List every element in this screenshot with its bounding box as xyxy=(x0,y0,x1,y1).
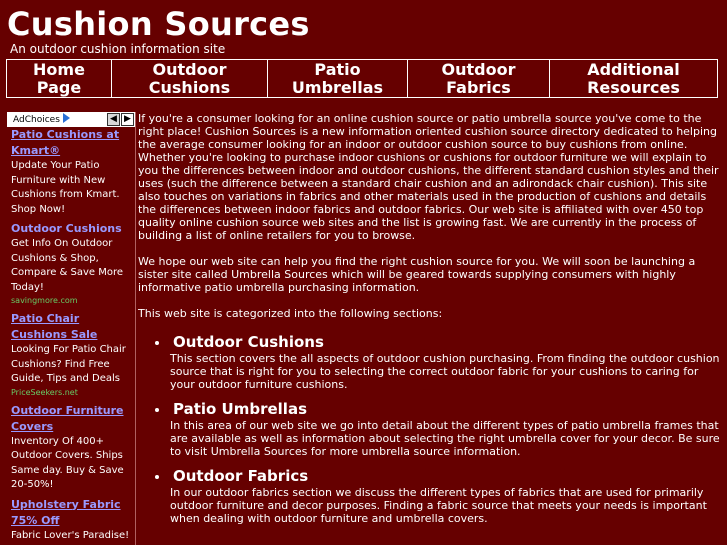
ad-title-link[interactable]: Upholstery Fabric 75% Off xyxy=(11,497,121,527)
nav-label[interactable]: Patio Umbrellas xyxy=(291,59,384,97)
ad-body[interactable]: Looking For Patio Chair Cushions? Find Free Guide, Tips and Deals xyxy=(11,344,126,384)
sister-site-paragraph: We hope our web site can help you find the right cushion source for you. We will soon be launching a sister site called Umbrella Sources which will be geared towards supplying consumers with highly informative patio umbrella purchasing information. xyxy=(138,255,696,294)
adchoices-bar xyxy=(7,112,135,127)
section-title: • Outdoor Cushions xyxy=(173,333,324,351)
nav-label[interactable]: Additional Resources xyxy=(587,59,680,97)
intro-paragraph: If you're a consumer looking for an online cushion source or patio umbrella source you've come to the right place! Cushion Sources is a new information oriented cushion source directory dedicated to helping the average consumer looking for an indoor or outdoor cushion source to buy cushions from online. Whether you're looking to purchase indoor cushions or cushions for outdoor furniture we will explain to you the differences between indoor and outdoor cushions, the different standard cushion styles and their uses (such the difference between a standard chair cushion and an adirondack chair cushion). This site also touches on variations in fabrics and other materials used in the production of cushions and details the differences between indoor fabrics and outdoor fabrics. Our web site is affiliated with over 450 top quality online cushion source web sites and the list is growing fast. We are currently in the process of building a list of online retailers for you to browse. xyxy=(138,112,719,242)
ad-prev-button[interactable]: ◀ xyxy=(107,113,120,126)
section-description: In our outdoor fabrics section we discuss the different types of fabrics that are used for primarily outdoor furniture and decor purposes. Finding a fabric source that meets your needs is important when dealing with outdoor furniture and umbrella covers. xyxy=(170,486,707,525)
ad-body[interactable]: Update Your Patio Furniture with New Cushions from Kmart. Shop Now! xyxy=(11,160,120,215)
nav-label[interactable]: Outdoor Fabrics xyxy=(441,59,516,97)
section-description: In this area of our web site we go into detail about the different types of patio umbrella frames that are available as well as information about selecting the right umbrella cover for your decor. Be sure to visit Umbrella Sources for more umbrella source information. xyxy=(170,419,720,458)
adchoices-label[interactable]: AdChoices xyxy=(13,115,60,125)
section-title: • Patio Umbrellas xyxy=(173,400,308,418)
ad-body[interactable]: Inventory Of 400+ Outdoor Covers. Ships Same day. Buy & Save 20-50%! xyxy=(11,435,124,490)
nav-patio-umbrellas[interactable] xyxy=(268,60,408,98)
ad-title-link[interactable]: Patio Cushions at Kmart® xyxy=(11,128,120,157)
ad-unit[interactable] xyxy=(7,497,135,545)
site-tagline: An outdoor cushion information site xyxy=(10,42,226,56)
ad-unit[interactable] xyxy=(7,127,135,221)
main-nav xyxy=(6,59,718,98)
nav-label[interactable]: Outdoor Cushions xyxy=(148,59,231,97)
nav-label[interactable]: Home Page xyxy=(33,59,85,97)
section-item xyxy=(170,400,720,458)
ad-unit[interactable] xyxy=(7,403,135,497)
ad-sidebar xyxy=(7,112,136,545)
section-description: This section covers the all aspects of outdoor cushion purchasing. From finding the outdoor cushion source that is right for you to selecting the correct outdoor fabric for your cushions to caring for your outdoor furniture cushions. xyxy=(170,352,720,391)
section-item xyxy=(170,333,720,391)
site-title: Cushion Sources xyxy=(7,5,310,43)
main-content xyxy=(138,112,720,534)
sections-intro: This web site is categorized into the following sections: xyxy=(138,307,443,320)
ad-body[interactable]: Get Info On Outdoor Cushions & Shop, Compare & Save More Today! xyxy=(11,238,124,293)
ad-unit[interactable] xyxy=(7,311,135,403)
sections-list xyxy=(138,333,720,525)
section-title: • Outdoor Fabrics xyxy=(173,467,309,485)
ad-body[interactable]: Fabric Lover's Paradise! xyxy=(11,529,130,541)
nav-home-page[interactable] xyxy=(7,60,112,98)
ad-title-link[interactable]: Patio Chair Cushions Sale xyxy=(11,312,98,341)
ad-url[interactable]: PriceSeekers.net xyxy=(11,387,78,397)
nav-outdoor-fabrics[interactable] xyxy=(408,60,550,98)
section-item xyxy=(170,467,720,525)
adchoices-icon[interactable] xyxy=(63,113,70,123)
ad-title-link[interactable]: Outdoor Cushions xyxy=(11,222,122,235)
adchoices-link[interactable] xyxy=(13,113,70,127)
ad-unit[interactable] xyxy=(7,221,135,311)
nav-additional-resources[interactable] xyxy=(550,60,718,98)
ad-title-link[interactable]: Outdoor Furniture Covers xyxy=(11,403,124,433)
ad-url[interactable]: savingmore.com xyxy=(11,296,78,305)
nav-outdoor-cushions[interactable] xyxy=(112,60,268,98)
ad-next-button[interactable]: ▶ xyxy=(121,113,134,126)
